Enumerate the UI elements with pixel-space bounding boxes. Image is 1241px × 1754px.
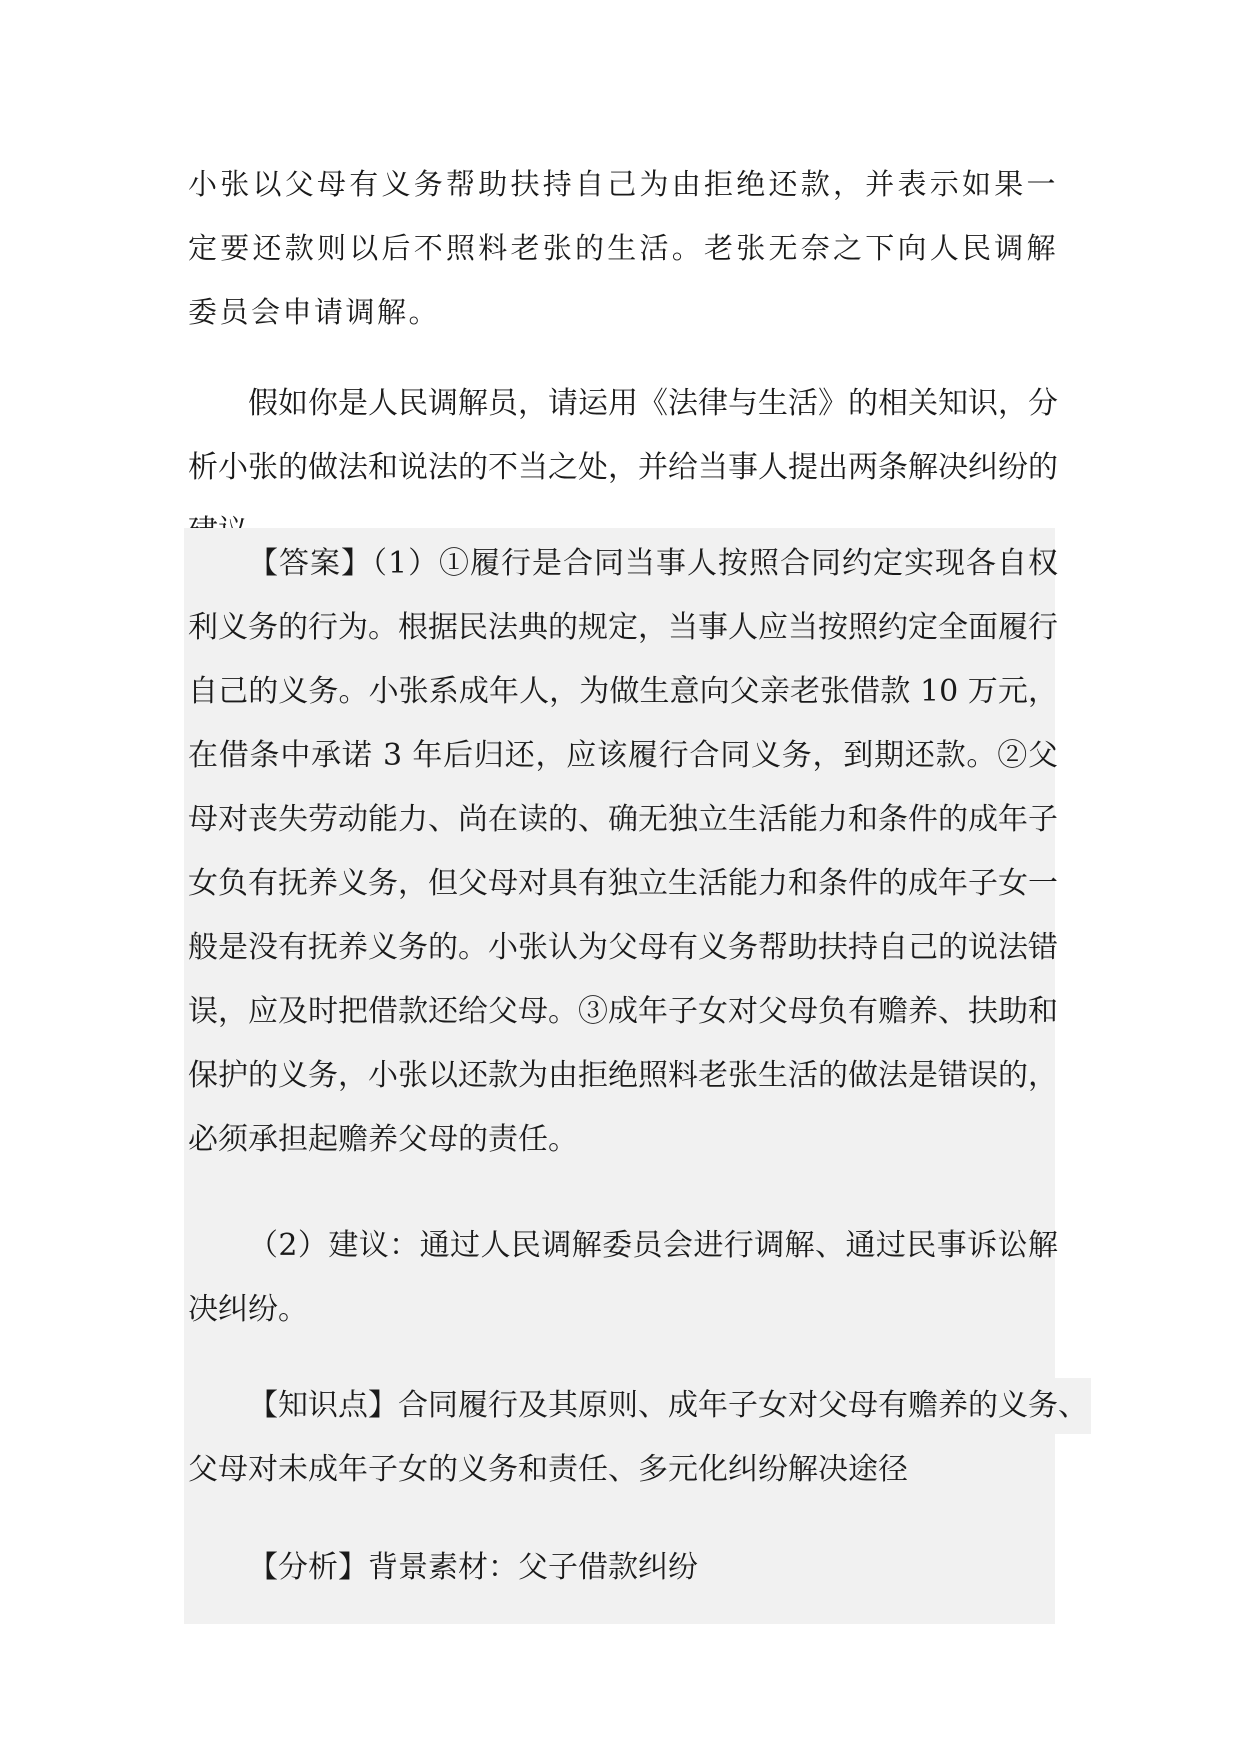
- answer-part2-paragraph: （2）建议：通过人民调解委员会进行调解、通过民事诉讼解决纠纷。: [188, 1228, 1058, 1327]
- answer-section: [184, 528, 1088, 1624]
- knowledge-paragraph: 【知识点】合同履行及其原则、成年子女对父母有赡养的义务、父母对未成年子女的义务和责任、多元化纠纷解决途径: [188, 1388, 1088, 1487]
- analysis-paragraph: 【分析】背景素材：父子借款纠纷: [248, 1550, 698, 1585]
- intro-paragraph: 小张以父母有义务帮助扶持自己为由拒绝还款，并表示如果一定要还款则以后不照料老张的生活。老张无奈之下向人民调解委员会申请调解。: [188, 167, 1058, 329]
- question-paragraph: 假如你是人民调解员，请运用《法律与生活》的相关知识，分析小张的做法和说法的不当之处，并给当事人提出两条解决纠纷的: [188, 386, 1058, 485]
- answer-part1-paragraph: 【答案】（1）①履行是合同当事人按照合同约定实现各自权利义务的行为。根据民法典的规定，当事人应当按照约定全面履行自己的义务。小张系成年人，为做生意向父亲老张借款 10 万元，在借条中承诺 3 年后归还，应该履行合同义务，到期还款。②父母对丧失劳动能力、尚在读的、确无独立生活能力和条件的成年子女负有抚养义务，但父母对具有独立生活能力和条件的成年子女一般是没有抚养义务的。小张认为父母有义务帮助扶持自己的说法错误，应及时把借款还给父母。③成年子女对父母负有赡养、扶助和保护的义务，小张以还款为由拒绝照料老张生活的做法是错误的，必须承担起赡养父母的责任。: [188, 546, 1058, 1157]
